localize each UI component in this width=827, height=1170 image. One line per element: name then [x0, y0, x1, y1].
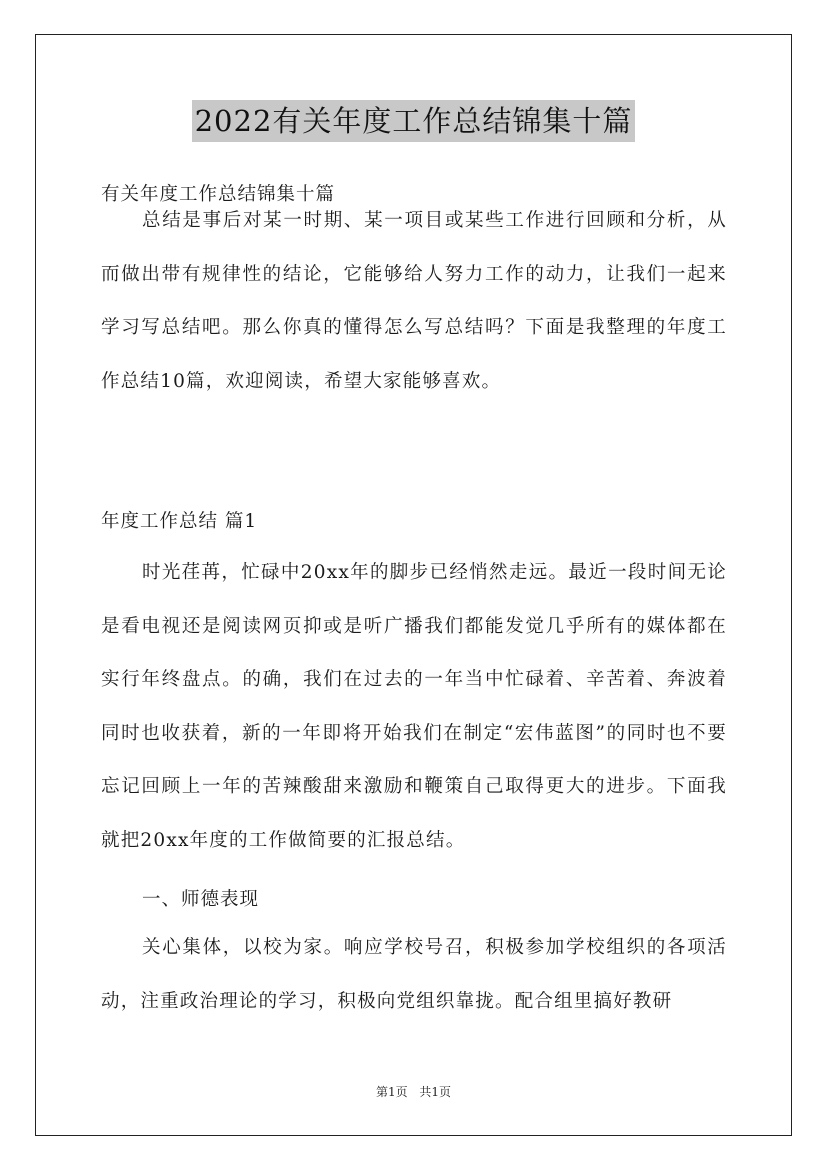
title-container — [0, 100, 827, 142]
section-paragraph: 时光荏苒，忙碌中20xx年的脚步已经悄然走远。最近一段时间无论是看电视还是阅读网页抑或是听广播我们都能发觉几乎所有的媒体都在实行年终盘点。的确，我们在过去的一年当中忙碌着、辛苦着、奔波着同时也收获着，新的一年即将开始我们在制定“宏伟蓝图”的同时也不要忘记回顾上一年的苦辣酸甜来激励和鞭策自己取得更大的进步。下面我就把20xx年度的工作做简要的汇报总结。 — [101, 562, 727, 851]
document-title: 2022有关年度工作总结锦集十篇 — [192, 100, 636, 142]
sub-heading: 一、师德表现 — [142, 889, 260, 910]
page-footer — [0, 1083, 827, 1100]
page-number: 第1页 — [375, 1085, 408, 1099]
section-heading: 年度工作总结 篇1 — [101, 511, 258, 532]
intro-paragraph: 总结是事后对某一时期、某一项目或某些工作进行回顾和分析，从而做出带有规律性的结论，它能够给人努力工作的动力，让我们一起来学习写总结吧。那么你真的懂得怎么写总结吗？下面是我整理的年度工作总结10篇，欢迎阅读，希望大家能够喜欢。 — [101, 210, 727, 392]
sub-paragraph: 关心集体，以校为家。响应学校号召，积极参加学校组织的各项活动，注重政治理论的学习，积极向党组织靠拢。配合组里搞好教研 — [101, 937, 727, 1012]
document-subtitle: 有关年度工作总结锦集十篇 — [101, 184, 336, 205]
page-total: 共1页 — [419, 1085, 452, 1099]
